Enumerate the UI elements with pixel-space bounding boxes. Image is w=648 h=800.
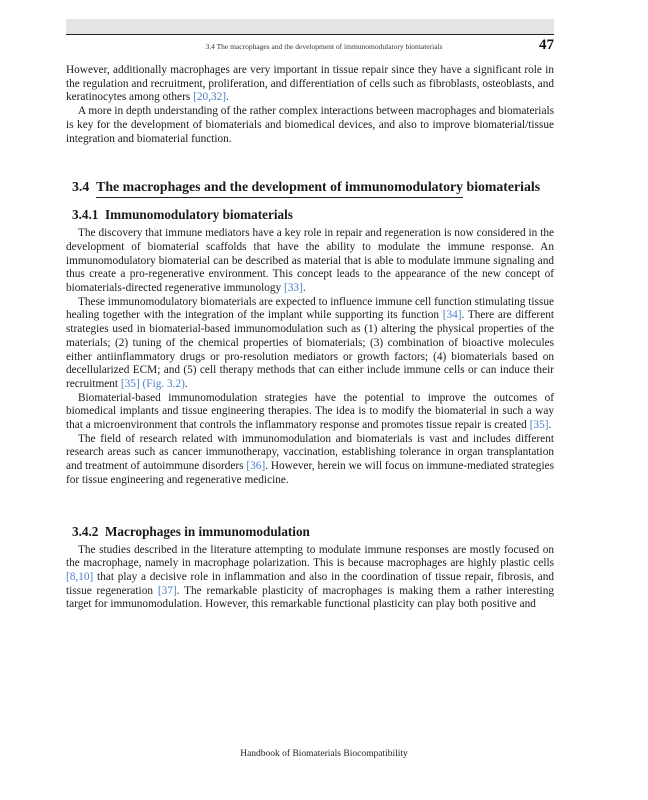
running-title: 3.4 The macrophages and the development of immunomodulatory biomaterials <box>205 42 443 51</box>
citation-link[interactable]: [20,32] <box>193 91 227 104</box>
header-bar <box>66 19 554 34</box>
citation-link[interactable]: [37] <box>157 584 177 597</box>
figure-link[interactable]: (Fig. 3.2) <box>142 377 185 390</box>
sub1-paragraph-4: The field of research related with immunomodulation and biomaterials is vast and includes different research areas such as cancer immunotherapy, vaccination, establishing tolerance in organ transplantation and treatment of autoimmune disorders [36]. However, herein we will focus on immune-mediated strategies for tissue engineering and regenerative medicine. <box>66 432 555 486</box>
sub1-paragraph-3: Biomaterial-based immunomodulation strategies have the potential to improve the outcomes of biomedical implants and tissue engineering therapies. The idea is to modify the biomaterial in such a way that a microenvironment that controls the inflammatory response and promotes tissue repair is created [35]. <box>66 391 554 432</box>
book-title-footer: Handbook of Biomaterials Biocompatibility <box>240 749 408 759</box>
citation-link[interactable]: [36] <box>246 460 266 473</box>
subsection-heading-2: 3.4.2 Macrophages in immunomodulation <box>72 523 310 539</box>
sub2-paragraph-1: The studies described in the literature attempting to modulate immune responses are mostly focused on the macrophage, namely in macrophage polarization. This is because macrophages are highly plastic cells [8,10] that play a decisive role in inflammation and also in the coordination of tissue repair, fibrosis, and tissue regeneration [37]. The remarkable plasticity of macrophages is making them a rather interesting target for immunomodulation. However, this remarkable functional plasticity can play both positive and <box>66 543 554 611</box>
citation-link[interactable]: [8,10] <box>66 570 94 583</box>
sub1-paragraph-1: The discovery that immune mediators have a key role in repair and regeneration is now considered in the development of biomaterial scaffolds that have the ability to modulate the immune response. An immunomodulatory biomaterial can be described as material that is able to modulate immune signaling and thus create a pro-regenerative environment. This concept leads to the appearance of the new concept of biomaterials-directed regenerative immunology [33]. <box>66 227 554 295</box>
sub1-paragraph-2: These immunomodulatory biomaterials are expected to influence immune cell function stimulating tissue healing together with the integration of the implant while supporting its function [34]. There are different strategies used in biomaterial-based immunomodulation such as (1) altering the physical properties of the materials; (2) tuning of the chemical properties of biomaterials; (3) combination of bioactive molecules either antiinflammatory drugs or pro-resolution mediators or growth factors; (4) biomaterials based on decellularized ECM; and (5) cell therapy methods that can either include immune cells or can induce their recruitment [35] (Fig. 3.2). <box>66 295 554 390</box>
citation-link[interactable]: [33] <box>284 282 303 295</box>
page-number: 47 <box>539 37 554 53</box>
page-body <box>66 64 554 612</box>
subsection-heading-1: 3.4.1 Immunomodulatory biomaterials <box>72 207 293 223</box>
intro-paragraph-1: However, additionally macrophages are very important in tissue repair since they have a significant role in the regulation and recruitment, proliferation, and differentiation of cells such as fibroblasts, osteoblasts, and keratinocytes among others [20,32]. <box>66 64 554 104</box>
citation-link[interactable]: [34] <box>442 309 462 322</box>
citation-link[interactable]: [35] <box>120 377 140 390</box>
section-title-underlined: The macrophages and the development of immunomodulatory <box>96 179 464 195</box>
section-heading <box>72 178 554 196</box>
intro-paragraph-2: A more in depth understanding of the rather complex interactions between macrophages and biomaterials is key for the development of biomaterials and biomedical devices, and also to improve biomaterial/tissue integration and biomaterial function. <box>66 105 554 145</box>
section-number: 3.4 <box>72 179 90 195</box>
section-title-rest: biomaterials <box>466 179 541 195</box>
citation-link[interactable]: [35] <box>529 419 549 432</box>
header-rule <box>66 34 554 35</box>
